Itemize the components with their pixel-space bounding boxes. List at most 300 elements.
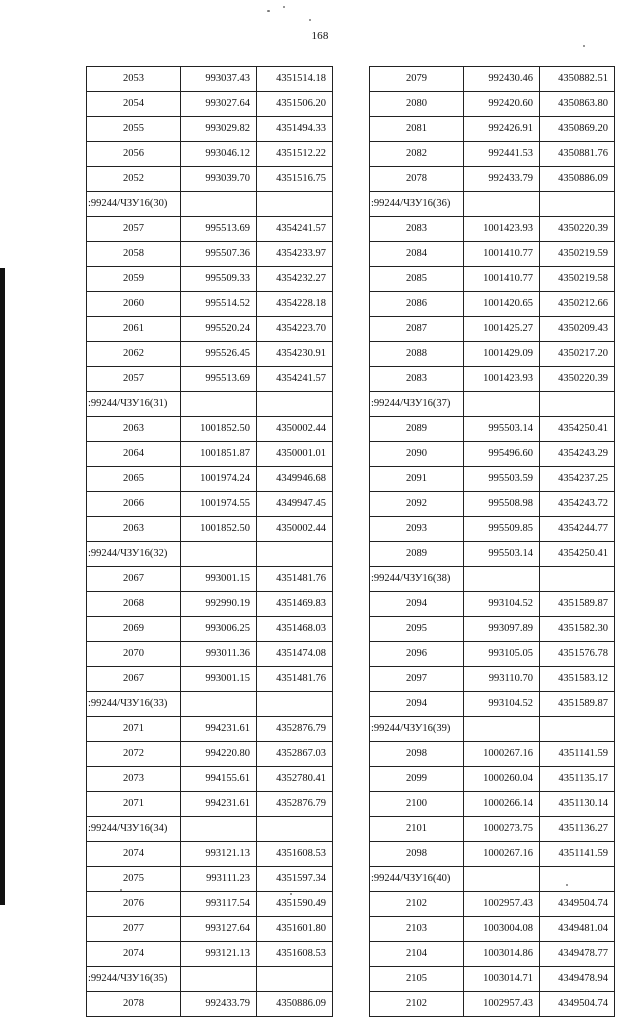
y-coordinate-cell: 4354223.70	[257, 317, 333, 342]
x-coordinate-cell: 1001851.87	[181, 442, 257, 467]
y-coordinate-cell: 4351512.22	[257, 142, 333, 167]
section-header-row	[370, 192, 615, 217]
y-coordinate-cell: 4351582.30	[540, 617, 615, 642]
x-coordinate-cell: 1001425.27	[464, 317, 540, 342]
table-row	[87, 742, 333, 767]
y-coordinate-cell: 4351583.12	[540, 667, 615, 692]
section-header-row	[370, 567, 615, 592]
table-row	[370, 217, 615, 242]
x-coordinate-cell: 1003004.08	[464, 917, 540, 942]
point-number-cell: 2080	[370, 92, 464, 117]
y-coordinate-cell: 4350002.44	[257, 417, 333, 442]
y-coordinate-cell: 4350209.43	[540, 317, 615, 342]
point-number-cell: 2102	[370, 992, 464, 1017]
y-coordinate-cell: 4351608.53	[257, 942, 333, 967]
section-header-row	[87, 817, 333, 842]
table-row	[370, 142, 615, 167]
scan-edge-bar	[0, 268, 5, 905]
y-empty-cell	[257, 192, 333, 217]
point-number-cell: 2064	[87, 442, 181, 467]
x-empty-cell	[464, 192, 540, 217]
y-empty-cell	[540, 392, 615, 417]
table-row	[370, 317, 615, 342]
section-label: :99244/ЧЗУ16(36)	[370, 192, 464, 217]
x-coordinate-cell: 1000260.04	[464, 767, 540, 792]
y-coordinate-cell: 4349947.45	[257, 492, 333, 517]
point-number-cell: 2067	[87, 667, 181, 692]
table-row	[370, 67, 615, 92]
table-row	[87, 792, 333, 817]
table-row	[87, 717, 333, 742]
y-coordinate-cell: 4350217.20	[540, 342, 615, 367]
table-row	[87, 767, 333, 792]
point-number-cell: 2075	[87, 867, 181, 892]
y-coordinate-cell: 4350220.39	[540, 367, 615, 392]
y-empty-cell	[540, 867, 615, 892]
point-number-cell: 2070	[87, 642, 181, 667]
y-coordinate-cell: 4350001.01	[257, 442, 333, 467]
y-coordinate-cell: 4351481.76	[257, 667, 333, 692]
y-coordinate-cell: 4351590.49	[257, 892, 333, 917]
table-row	[87, 417, 333, 442]
y-coordinate-cell: 4351597.34	[257, 867, 333, 892]
table-row	[370, 667, 615, 692]
table-row	[87, 667, 333, 692]
point-number-cell: 2059	[87, 267, 181, 292]
x-coordinate-cell: 993011.36	[181, 642, 257, 667]
point-number-cell: 2105	[370, 967, 464, 992]
point-number-cell: 2083	[370, 217, 464, 242]
y-coordinate-cell: 4351141.59	[540, 742, 615, 767]
section-label: :99244/ЧЗУ16(34)	[87, 817, 181, 842]
y-coordinate-cell: 4351481.76	[257, 567, 333, 592]
point-number-cell: 2101	[370, 817, 464, 842]
y-coordinate-cell: 4352876.79	[257, 792, 333, 817]
table-row	[87, 342, 333, 367]
point-number-cell: 2066	[87, 492, 181, 517]
table-row	[370, 467, 615, 492]
point-number-cell: 2094	[370, 592, 464, 617]
x-coordinate-cell: 992433.79	[464, 167, 540, 192]
point-number-cell: 2074	[87, 842, 181, 867]
table-row	[87, 992, 333, 1017]
y-coordinate-cell: 4350219.58	[540, 267, 615, 292]
table-row	[370, 442, 615, 467]
x-coordinate-cell: 993001.15	[181, 567, 257, 592]
point-number-cell: 2071	[87, 717, 181, 742]
x-coordinate-cell: 995513.69	[181, 367, 257, 392]
x-coordinate-cell: 992430.46	[464, 67, 540, 92]
y-empty-cell	[540, 567, 615, 592]
y-coordinate-cell: 4349481.04	[540, 917, 615, 942]
x-coordinate-cell: 993029.82	[181, 117, 257, 142]
x-coordinate-cell: 1001423.93	[464, 367, 540, 392]
y-coordinate-cell: 4350219.59	[540, 242, 615, 267]
point-number-cell: 2073	[87, 767, 181, 792]
y-coordinate-cell: 4351474.08	[257, 642, 333, 667]
x-coordinate-cell: 992441.53	[464, 142, 540, 167]
y-coordinate-cell: 4351130.14	[540, 792, 615, 817]
table-row	[370, 942, 615, 967]
point-number-cell: 2084	[370, 242, 464, 267]
point-number-cell: 2072	[87, 742, 181, 767]
x-coordinate-cell: 994231.61	[181, 792, 257, 817]
table-row	[370, 267, 615, 292]
x-coordinate-cell: 995509.85	[464, 517, 540, 542]
point-number-cell: 2076	[87, 892, 181, 917]
y-coordinate-cell: 4351608.53	[257, 842, 333, 867]
y-coordinate-cell: 4350220.39	[540, 217, 615, 242]
table-row	[87, 842, 333, 867]
table-row	[87, 217, 333, 242]
x-coordinate-cell: 994231.61	[181, 717, 257, 742]
y-coordinate-cell: 4351494.33	[257, 117, 333, 142]
y-coordinate-cell: 4349478.94	[540, 967, 615, 992]
x-empty-cell	[181, 392, 257, 417]
table-row	[370, 292, 615, 317]
y-coordinate-cell: 4351514.18	[257, 67, 333, 92]
x-coordinate-cell: 994220.80	[181, 742, 257, 767]
table-row	[87, 892, 333, 917]
x-empty-cell	[464, 867, 540, 892]
point-number-cell: 2104	[370, 942, 464, 967]
table-row	[370, 992, 615, 1017]
point-number-cell: 2063	[87, 417, 181, 442]
point-number-cell: 2069	[87, 617, 181, 642]
y-coordinate-cell: 4351468.03	[257, 617, 333, 642]
point-number-cell: 2055	[87, 117, 181, 142]
section-label: :99244/ЧЗУ16(35)	[87, 967, 181, 992]
point-number-cell: 2081	[370, 117, 464, 142]
x-coordinate-cell: 993111.23	[181, 867, 257, 892]
y-empty-cell	[257, 817, 333, 842]
table-row	[370, 367, 615, 392]
y-coordinate-cell: 4354250.41	[540, 417, 615, 442]
x-coordinate-cell: 993121.13	[181, 842, 257, 867]
x-coordinate-cell: 1000267.16	[464, 742, 540, 767]
table-row	[370, 242, 615, 267]
table-row	[370, 167, 615, 192]
scan-speck	[283, 6, 285, 8]
point-number-cell: 2096	[370, 642, 464, 667]
y-empty-cell	[540, 717, 615, 742]
y-coordinate-cell: 4354241.57	[257, 367, 333, 392]
y-coordinate-cell: 4350882.51	[540, 67, 615, 92]
table-row	[370, 742, 615, 767]
point-number-cell: 2071	[87, 792, 181, 817]
y-coordinate-cell: 4354250.41	[540, 542, 615, 567]
point-number-cell: 2098	[370, 842, 464, 867]
y-coordinate-cell: 4352780.41	[257, 767, 333, 792]
x-empty-cell	[181, 692, 257, 717]
scan-speck	[309, 19, 311, 21]
x-coordinate-cell: 993097.89	[464, 617, 540, 642]
y-coordinate-cell: 4354228.18	[257, 292, 333, 317]
y-coordinate-cell: 4354230.91	[257, 342, 333, 367]
y-coordinate-cell: 4351601.80	[257, 917, 333, 942]
scan-speck	[583, 45, 585, 47]
x-empty-cell	[181, 967, 257, 992]
x-coordinate-cell: 1000266.14	[464, 792, 540, 817]
table-row	[87, 517, 333, 542]
table-row	[87, 92, 333, 117]
y-coordinate-cell: 4349504.74	[540, 892, 615, 917]
table-row	[370, 417, 615, 442]
x-empty-cell	[464, 717, 540, 742]
section-header-row	[87, 192, 333, 217]
point-number-cell: 2088	[370, 342, 464, 367]
point-number-cell: 2074	[87, 942, 181, 967]
table-row	[87, 492, 333, 517]
table-row	[87, 267, 333, 292]
y-empty-cell	[257, 692, 333, 717]
point-number-cell: 2057	[87, 367, 181, 392]
point-number-cell: 2078	[87, 992, 181, 1017]
table-row	[87, 942, 333, 967]
point-number-cell: 2082	[370, 142, 464, 167]
table-row	[87, 592, 333, 617]
x-coordinate-cell: 1002957.43	[464, 992, 540, 1017]
y-coordinate-cell: 4354232.27	[257, 267, 333, 292]
section-header-row	[370, 392, 615, 417]
table-row	[370, 542, 615, 567]
x-coordinate-cell: 995503.14	[464, 417, 540, 442]
point-number-cell: 2103	[370, 917, 464, 942]
table-row	[370, 517, 615, 542]
section-header-row	[87, 392, 333, 417]
x-coordinate-cell: 993046.12	[181, 142, 257, 167]
point-number-cell: 2052	[87, 167, 181, 192]
y-coordinate-cell: 4354243.72	[540, 492, 615, 517]
table-row	[370, 892, 615, 917]
section-label: :99244/ЧЗУ16(33)	[87, 692, 181, 717]
x-coordinate-cell: 992990.19	[181, 592, 257, 617]
section-label: :99244/ЧЗУ16(38)	[370, 567, 464, 592]
x-coordinate-cell: 1001423.93	[464, 217, 540, 242]
x-coordinate-cell: 1001852.50	[181, 417, 257, 442]
x-coordinate-cell: 993027.64	[181, 92, 257, 117]
x-coordinate-cell: 1001852.50	[181, 517, 257, 542]
y-coordinate-cell: 4354244.77	[540, 517, 615, 542]
x-coordinate-cell: 995496.60	[464, 442, 540, 467]
table-row	[370, 642, 615, 667]
x-coordinate-cell: 1002957.43	[464, 892, 540, 917]
x-coordinate-cell: 995508.98	[464, 492, 540, 517]
x-coordinate-cell: 993001.15	[181, 667, 257, 692]
y-coordinate-cell: 4351135.17	[540, 767, 615, 792]
point-number-cell: 2063	[87, 517, 181, 542]
table-row	[370, 617, 615, 642]
point-number-cell: 2061	[87, 317, 181, 342]
y-coordinate-cell: 4350212.66	[540, 292, 615, 317]
point-number-cell: 2102	[370, 892, 464, 917]
point-number-cell: 2062	[87, 342, 181, 367]
section-label: :99244/ЧЗУ16(30)	[87, 192, 181, 217]
table-row	[370, 967, 615, 992]
point-number-cell: 2092	[370, 492, 464, 517]
section-label: :99244/ЧЗУ16(37)	[370, 392, 464, 417]
x-coordinate-cell: 995507.36	[181, 242, 257, 267]
table-row	[87, 117, 333, 142]
y-coordinate-cell: 4351506.20	[257, 92, 333, 117]
point-number-cell: 2056	[87, 142, 181, 167]
x-coordinate-cell: 1003014.86	[464, 942, 540, 967]
section-label: :99244/ЧЗУ16(39)	[370, 717, 464, 742]
x-coordinate-cell: 993104.52	[464, 692, 540, 717]
x-coordinate-cell: 993127.64	[181, 917, 257, 942]
point-number-cell: 2085	[370, 267, 464, 292]
x-coordinate-cell: 995509.33	[181, 267, 257, 292]
x-empty-cell	[181, 192, 257, 217]
scan-speck	[267, 10, 270, 12]
y-coordinate-cell: 4351469.83	[257, 592, 333, 617]
x-coordinate-cell: 993039.70	[181, 167, 257, 192]
table-row	[87, 292, 333, 317]
table-row	[370, 92, 615, 117]
x-coordinate-cell: 993006.25	[181, 617, 257, 642]
coordinates-table-right	[369, 66, 615, 1017]
point-number-cell: 2054	[87, 92, 181, 117]
section-header-row	[370, 717, 615, 742]
x-coordinate-cell: 992426.91	[464, 117, 540, 142]
y-coordinate-cell: 4350869.20	[540, 117, 615, 142]
x-coordinate-cell: 995503.14	[464, 542, 540, 567]
point-number-cell: 2097	[370, 667, 464, 692]
y-coordinate-cell: 4349478.77	[540, 942, 615, 967]
table-row	[87, 467, 333, 492]
table-row	[87, 642, 333, 667]
section-header-row	[87, 542, 333, 567]
point-number-cell: 2078	[370, 167, 464, 192]
x-coordinate-cell: 993104.52	[464, 592, 540, 617]
x-coordinate-cell: 1000273.75	[464, 817, 540, 842]
y-coordinate-cell: 4351576.78	[540, 642, 615, 667]
table-row	[370, 792, 615, 817]
x-coordinate-cell: 995514.52	[181, 292, 257, 317]
table-row	[370, 817, 615, 842]
x-coordinate-cell: 993117.54	[181, 892, 257, 917]
x-coordinate-cell: 1001974.55	[181, 492, 257, 517]
table-row	[87, 242, 333, 267]
x-coordinate-cell: 993037.43	[181, 67, 257, 92]
table-row	[87, 142, 333, 167]
coordinates-table-left	[86, 66, 333, 1017]
table-row	[370, 592, 615, 617]
table-row	[370, 692, 615, 717]
table-row	[370, 842, 615, 867]
y-empty-cell	[257, 392, 333, 417]
x-coordinate-cell: 1001429.09	[464, 342, 540, 367]
y-coordinate-cell: 4351516.75	[257, 167, 333, 192]
y-coordinate-cell: 4352867.03	[257, 742, 333, 767]
point-number-cell: 2089	[370, 542, 464, 567]
point-number-cell: 2095	[370, 617, 464, 642]
x-empty-cell	[464, 392, 540, 417]
y-coordinate-cell: 4354237.25	[540, 467, 615, 492]
y-coordinate-cell: 4350886.09	[257, 992, 333, 1017]
y-coordinate-cell: 4351589.87	[540, 692, 615, 717]
table-row	[87, 67, 333, 92]
table-row	[370, 767, 615, 792]
y-coordinate-cell: 4354241.57	[257, 217, 333, 242]
point-number-cell: 2057	[87, 217, 181, 242]
point-number-cell: 2087	[370, 317, 464, 342]
y-coordinate-cell: 4352876.79	[257, 717, 333, 742]
y-coordinate-cell: 4349946.68	[257, 467, 333, 492]
point-number-cell: 2093	[370, 517, 464, 542]
table-row	[87, 867, 333, 892]
x-coordinate-cell: 993121.13	[181, 942, 257, 967]
table-row	[87, 442, 333, 467]
point-number-cell: 2083	[370, 367, 464, 392]
table-row	[87, 567, 333, 592]
x-coordinate-cell: 995513.69	[181, 217, 257, 242]
x-coordinate-cell: 995526.45	[181, 342, 257, 367]
point-number-cell: 2053	[87, 67, 181, 92]
section-label: :99244/ЧЗУ16(40)	[370, 867, 464, 892]
point-number-cell: 2065	[87, 467, 181, 492]
y-empty-cell	[257, 542, 333, 567]
table-row	[370, 117, 615, 142]
y-coordinate-cell: 4350863.80	[540, 92, 615, 117]
table-row	[87, 617, 333, 642]
table-row	[370, 342, 615, 367]
y-coordinate-cell: 4354243.29	[540, 442, 615, 467]
x-empty-cell	[181, 817, 257, 842]
section-header-row	[87, 692, 333, 717]
point-number-cell: 2068	[87, 592, 181, 617]
x-coordinate-cell: 1001410.77	[464, 242, 540, 267]
page-number: 168	[311, 30, 329, 42]
table-row	[87, 167, 333, 192]
x-empty-cell	[464, 567, 540, 592]
x-coordinate-cell: 1001410.77	[464, 267, 540, 292]
y-coordinate-cell: 4351136.27	[540, 817, 615, 842]
y-empty-cell	[540, 192, 615, 217]
table-row	[370, 492, 615, 517]
point-number-cell: 2089	[370, 417, 464, 442]
x-empty-cell	[181, 542, 257, 567]
y-coordinate-cell: 4351141.59	[540, 842, 615, 867]
point-number-cell: 2100	[370, 792, 464, 817]
x-coordinate-cell: 992420.60	[464, 92, 540, 117]
point-number-cell: 2060	[87, 292, 181, 317]
y-coordinate-cell: 4350886.09	[540, 167, 615, 192]
point-number-cell: 2090	[370, 442, 464, 467]
x-coordinate-cell: 994155.61	[181, 767, 257, 792]
section-label: :99244/ЧЗУ16(31)	[87, 392, 181, 417]
point-number-cell: 2077	[87, 917, 181, 942]
point-number-cell: 2091	[370, 467, 464, 492]
x-coordinate-cell: 1001974.24	[181, 467, 257, 492]
x-coordinate-cell: 993105.05	[464, 642, 540, 667]
table-row	[87, 917, 333, 942]
x-coordinate-cell: 992433.79	[181, 992, 257, 1017]
y-coordinate-cell: 4354233.97	[257, 242, 333, 267]
y-empty-cell	[257, 967, 333, 992]
y-coordinate-cell: 4350002.44	[257, 517, 333, 542]
point-number-cell: 2094	[370, 692, 464, 717]
section-header-row	[87, 967, 333, 992]
point-number-cell: 2067	[87, 567, 181, 592]
table-row	[87, 367, 333, 392]
x-coordinate-cell: 1003014.71	[464, 967, 540, 992]
point-number-cell: 2099	[370, 767, 464, 792]
section-label: :99244/ЧЗУ16(32)	[87, 542, 181, 567]
table-row	[370, 917, 615, 942]
x-coordinate-cell: 995503.59	[464, 467, 540, 492]
table-row	[87, 317, 333, 342]
